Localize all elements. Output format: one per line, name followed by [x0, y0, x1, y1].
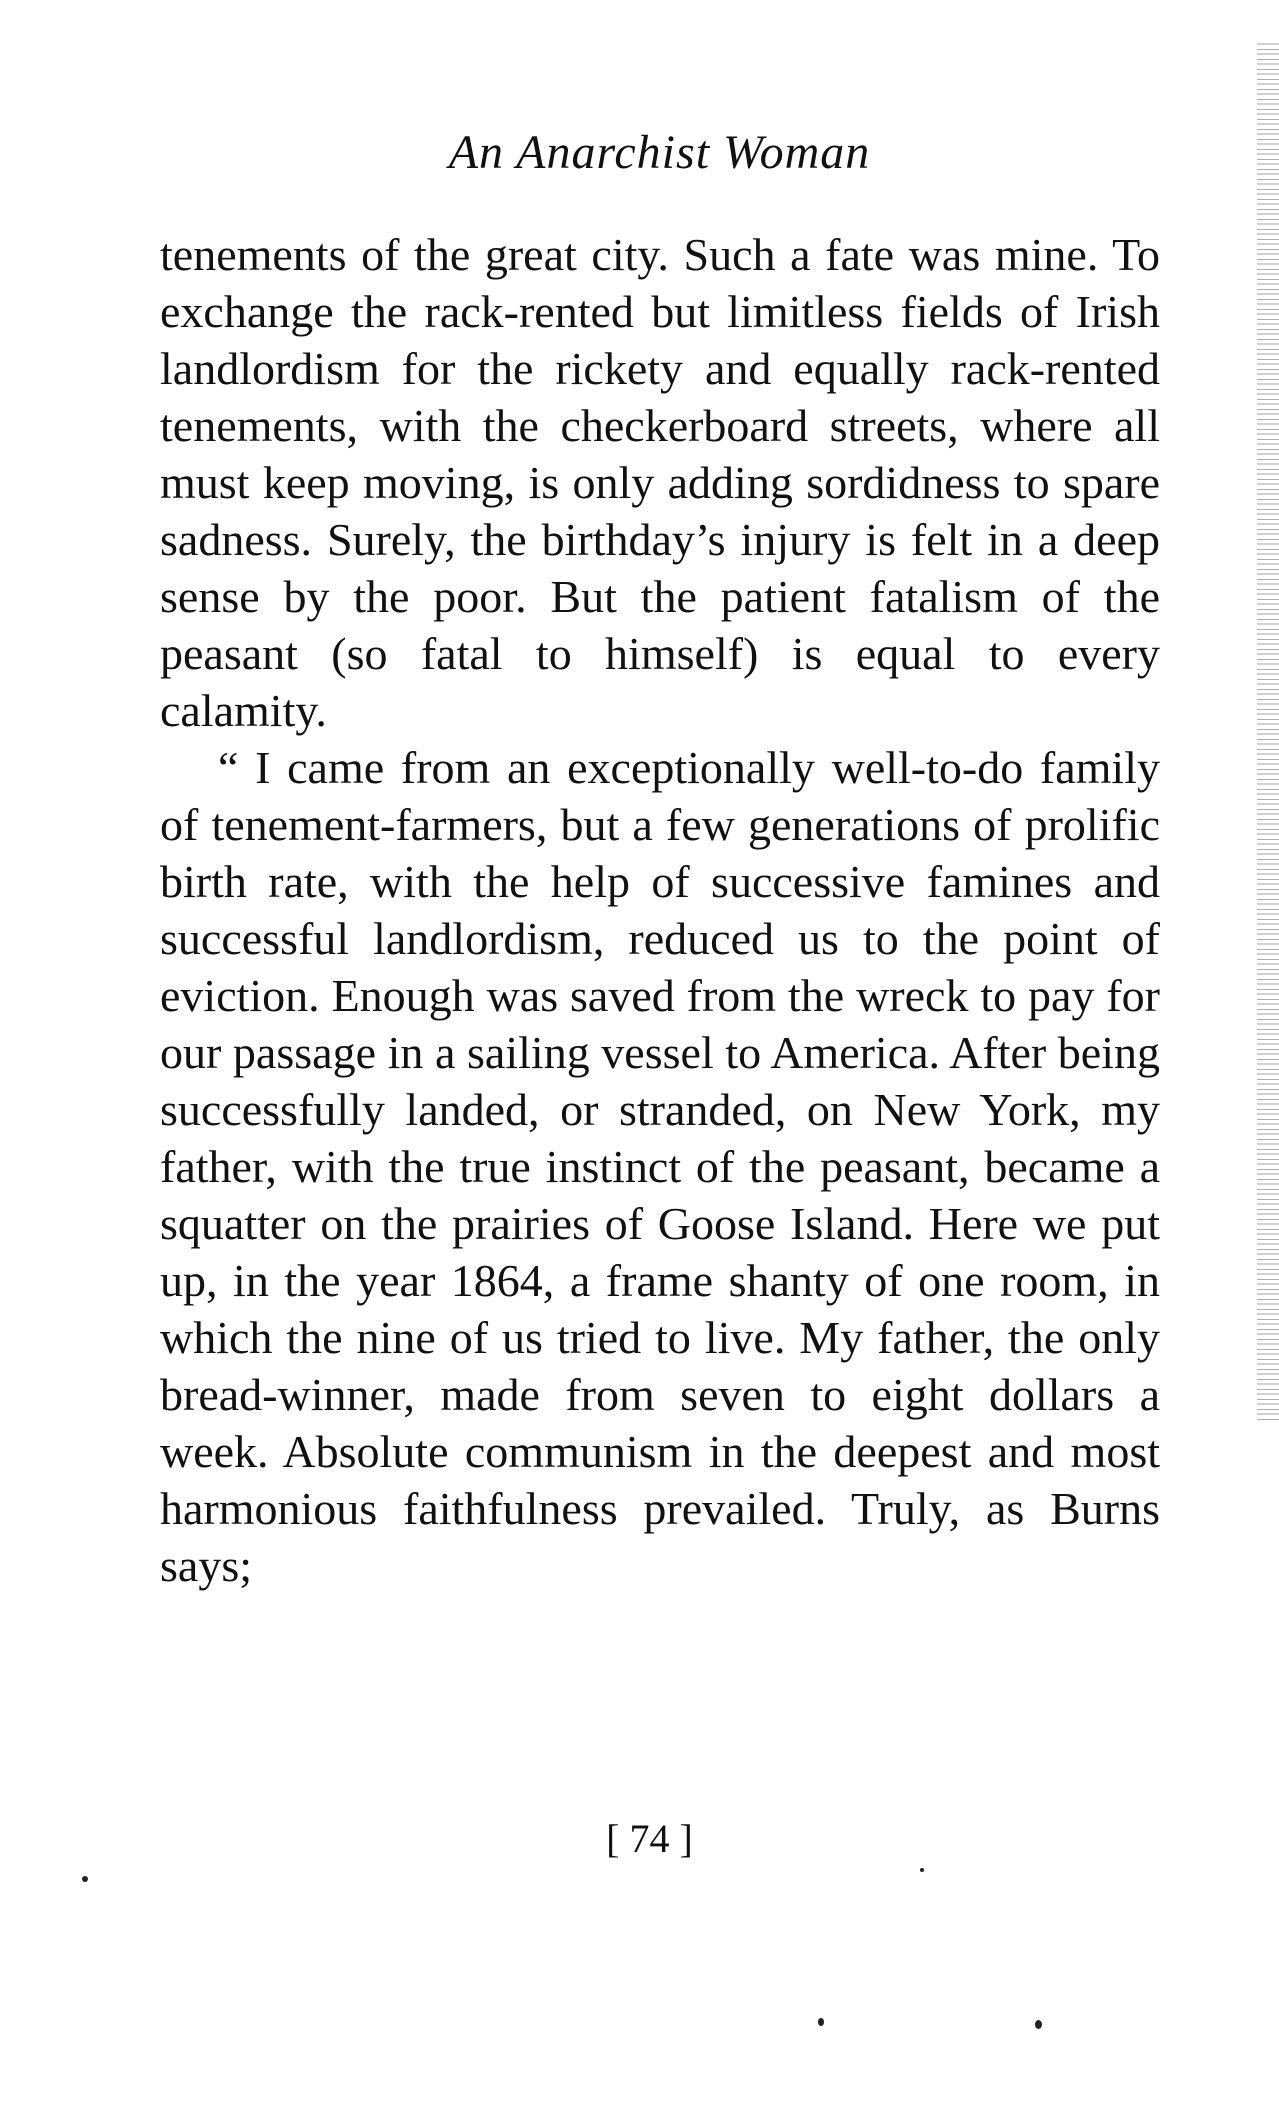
paragraph-1: tenements of the great city. Such a fate was mine. To exchange the rack-rented but limitless fields of Irish landlordism for the rickety and equally rack-rented tenements, with the checkerboard streets, where all must keep moving, is only adding sordidness to spare sadness. Surely, the birthday’s injury is felt in a deep sense by the poor. But the patient fatalism of the peasant (so fatal to himself) is equal to every calamity. [160, 229, 1160, 736]
ink-speck [1035, 2020, 1042, 2029]
ink-speck [818, 2018, 824, 2026]
paragraph-2: “ I came from an exceptionally well-to-do family of tenement-farmers, but a few generations of prolific birth rate, with the help of successive famines and successful landlordism, reduced us to the point of eviction. Enough was saved from the wreck to pay for our passage in a sailing vessel to America. After being successfully landed, or stranded, on New York, my father, with the true instinct of the peasant, became a squatter on the prairies of Goose Island. Here we put up, in the year 1864, a frame shanty of one room, in which the nine of us tried to live. My father, the only bread-winner, made from seven to eight dollars a week. Absolute communism in the deepest and most harmonious faithfulness prevailed. Truly, as Burns says; [160, 742, 1160, 1591]
page-edge-shadow [1257, 40, 1279, 1420]
body-text [160, 226, 1160, 1594]
page-number: [ 74 ] [606, 1816, 693, 1861]
ink-speck [82, 1876, 88, 1882]
ink-speck [920, 1868, 924, 1872]
running-head: An Anarchist Woman [448, 126, 871, 179]
